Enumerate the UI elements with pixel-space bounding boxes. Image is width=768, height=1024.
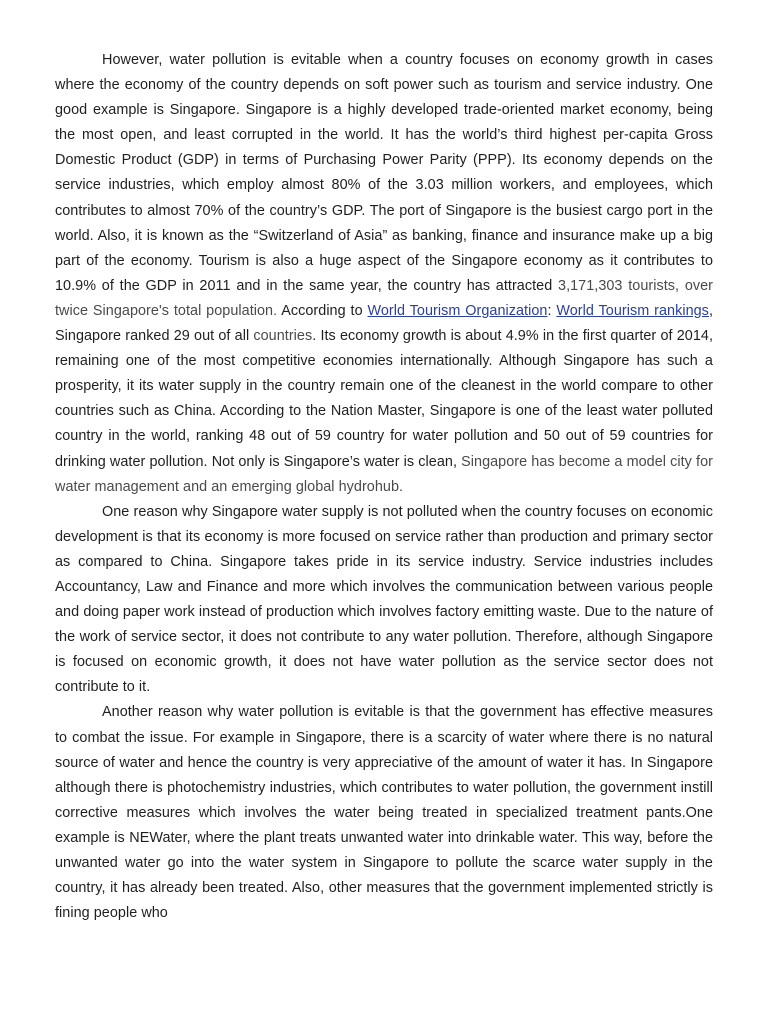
text-run: However, water pollution is evitable when a country focuses on economy growth in cases where the economy of the country depends on soft power such as tourism and service industry. One good example is Singapore. Singapore is a highly developed trade-oriented market economy, being the most open, and least corrupted in the world. It has the world’s third highest per-capita Gross Domestic Product (GDP) in terms of Purchasing Power Parity (PPP). Its economy depends on the service industries, which employ almost 80% of the 3.03 million workers, and employees, which contributes to almost 70% of the country’s GDP. The port of Singapore is the busiest cargo port in the world. Also, it is known as the “Switzerland of Asia” as banking, finance and insurance make up a big part of the economy. Tourism is also a huge aspect of the Singapore economy as it contributes to 10.9% of the GDP in 2011 and in the same year, the country has attracted bbox=[55, 52, 713, 294]
document-page bbox=[55, 48, 713, 926]
paragraph-service-economy bbox=[55, 500, 713, 701]
text-run-tourists: 3,171,303 tourists, over twice Singapore's total population. bbox=[55, 277, 714, 319]
text-run: . Its economy growth is about 4.9% in the first quarter of 2014, remaining one of the most competitive economies internationally. Although Singapore has such a prosperity, it its water supply in the country remain one of the cleanest in the world compare to other countries such as China. According to the Nation Master, Singapore is one of the least water polluted country in the world, ranking 48 out of 59 country for water pollution and 50 out of 59 countries for drinking water pollution. Not only is Singapore’s water is clean, bbox=[55, 328, 713, 470]
text-run: : bbox=[547, 302, 557, 319]
text-run-countries: countries bbox=[253, 328, 313, 345]
paragraph-singapore-economy bbox=[55, 48, 713, 500]
text-run-hydrohub: Singapore has become a model city for water management and an emerging global hydrohub. bbox=[55, 453, 713, 495]
link-world-tourism-rankings[interactable]: World Tourism rankings bbox=[556, 302, 709, 319]
text-run: Another reason why water pollution is evitable is that the government has effective measures to combat the issue. For example in Singapore, there is a scarcity of water where there is no natural source of water and hence the country is very appreciative of the amount of water it has. In Singapore although there is photochemistry industries, which contributes to water pollution, the government instill corrective measures which involves the water being treated in specialized treatment pants.One example is NEWater, where the plant treats unwanted water into drinkable water. This way, before the unwanted water go into the water system in Singapore to pollute the scarce water supply in the country, it has already been treated. Also, other measures that the government implemented strictly is fining people who bbox=[55, 704, 713, 922]
text-run: According to bbox=[277, 302, 368, 319]
link-world-tourism-organization[interactable]: World Tourism Organization bbox=[367, 302, 548, 319]
text-run: One reason why Singapore water supply is not polluted when the country focuses on economic development is that its economy is more focused on service rather than production and primary sector as compared to China. Singapore takes pride in its service industry. Service industries includes Accountancy, Law and Finance and more which involves the communication between various people and doing paper work instead of production which involves factory emitting waste. Due to the nature of the work of service sector, it does not contribute to any water pollution. Therefore, although Singapore is focused on economic growth, it does not have water pollution as the service sector does not contribute to it. bbox=[55, 503, 713, 696]
text-run: , Singapore ranked 29 out of all bbox=[55, 302, 713, 345]
paragraph-government-measures bbox=[55, 700, 713, 926]
